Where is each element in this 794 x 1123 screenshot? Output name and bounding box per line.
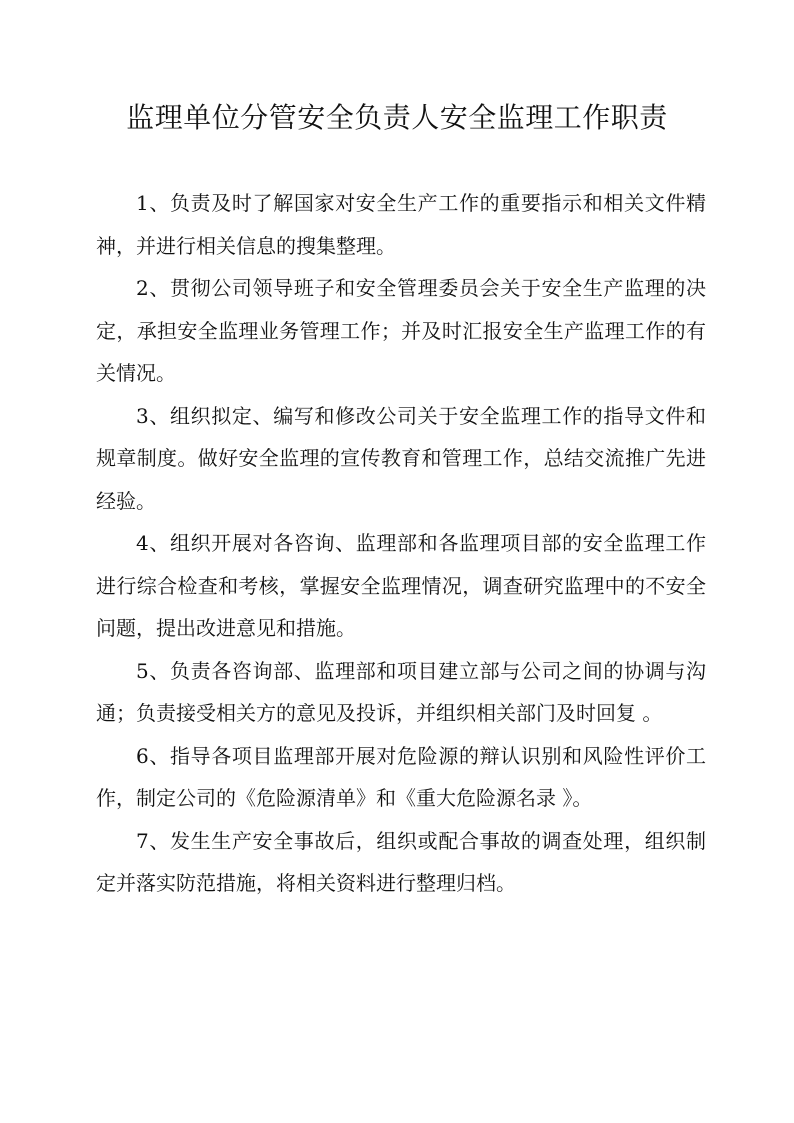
duty-paragraph-4: 4、组织开展对各咨询、监理部和各监理项目部的安全监理工作进行综合检查和考核，掌握安全监理情况，调查研究监理中的不安全问题，提出改进意见和措施。 [96,531,706,640]
duty-paragraph-2: 2、贯彻公司领导班子和安全管理委员会关于安全生产监理的决定，承担安全监理业务管理工作；并及时汇报安全生产监理工作的有关情况。 [96,276,706,385]
duty-paragraph-7: 7、发生生产安全事故后，组织或配合事故的调查处理，组织制定并落实防范措施，将相关资料进行整理归档。 [96,828,706,895]
duty-paragraph-6: 6、指导各项目监理部开展对危险源的辩认识别和风险性评价工作，制定公司的《危险源清单》和《重大危险源名录 》。 [96,743,706,810]
duty-paragraph-1: 1、负责及时了解国家对安全生产工作的重要指示和相关文件精神，并进行相关信息的搜集整理。 [96,191,706,258]
duty-paragraph-5: 5、负责各咨询部、监理部和项目建立部与公司之间的协调与沟通；负责接受相关方的意见及投诉，并组织相关部门及时回复 。 [96,658,706,725]
document-body [96,182,706,905]
document-title: 监理单位分管安全负责人安全监理工作职责 [126,101,668,134]
duty-paragraph-3: 3、组织拟定、编写和修改公司关于安全监理工作的指导文件和规章制度。做好安全监理的宣传教育和管理工作，总结交流推广先进经验。 [96,403,706,513]
